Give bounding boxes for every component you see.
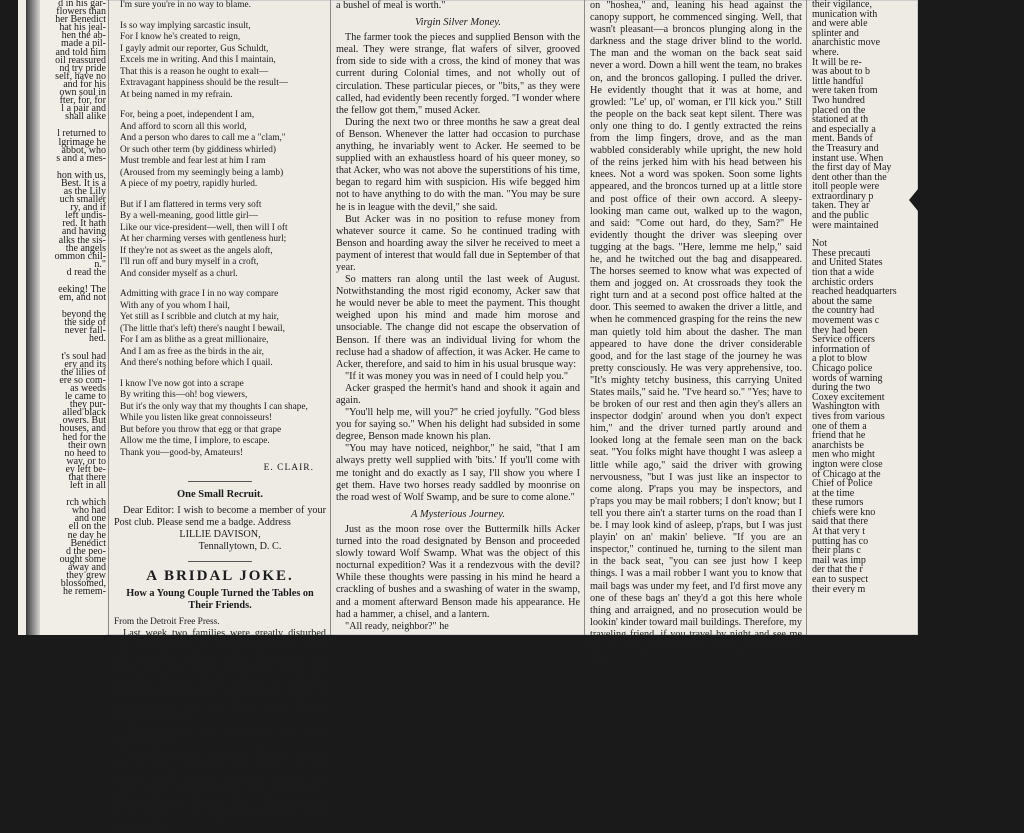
text-line: hen the ab- [61,30,106,42]
column-four [590,0,802,665]
text-line: these rumors [812,497,864,509]
text-line: friend that he [812,430,866,442]
article-paragraph: During the next two or three months he saw a great deal of Benson. Whenever the latter had occasion to purchase anything, he invariably went to Acker. He seemed to be supplied with an exhaustless hoard of his queer money, so that Acker, who was not above the superstitions of his time, began to regard him with suspicion. His wife begged him not to have anything to do with the man. "You may be sure he is in league with the devil," she said. [336,116,580,213]
torn-edge [909,178,927,222]
text-line: left in all [69,480,106,492]
text-line: em, and not [59,292,106,304]
text-line: and one [74,513,106,525]
text-line: the first day of May [812,162,892,174]
text-line: one of them a [812,420,867,432]
text-line: that there [68,471,106,483]
text-line: they grew [66,570,106,581]
text-line: red. It hath [62,218,106,230]
article-text: on "hoshea," and, leaning his head against the canopy support, he commenced singing. Well, that wasn't pleasant—a broncos plunging along in the darkness and the stage driver blind to the world. The man and the woman on the back seat said never a word. Down a hill went the team, no brakes on, and the broncos galloping. I pulled the driver. He evidently thought that it was at home, and growled: "Le' up, ol' woman, er I'll kick you." Still the people on the back seat kept silent. There was only one thing to do. I gently extracted the reins from the limp fingers, drove, and as the man wabbled considerably while upright, the new hold of the reins jerked him with his head between his knees. Not a word was spoken. Soon some lights appeared, and the broncos turned up at a little store and post office of their own accord. A sleepy-looking man came out, walked up to the wagon, and said: "Come out hard, do they, Sam?" He evidently thought the driver was sleeping over tugging at the bags. "Here, lemme me help," said he, and he twitched out the bag and disappeared. The horses seemed to know what was expected of them and jogged on. At crossroads they took the right turn and at a second post office halted at the door. This seemed to awaken the driver a little, and when he commenced grasping for the reins the new man quietly told him about the dasher. The man appeared to have done the driver considerable good, and for the last stage of the journey he was pretty consciously. He was very apprehensive, too. "It's mighty tetchy business, this carrying United States mails," said he. "I've heard so." "Yes; have to be broken of our rest and then agin they's allers an inspector dodgin' around when you don't expect him," and the driver turned partly around and looked long at the female seen man on the back seat. "You folks might have thought I was asleep a little while ago," said the driver with growing nervousness, "but I was just like an inspector to come along. P'raps you may be inspectors, and p'raps you may be mail robbers; I don't know; but I tell you there ain't a starter turns on the road than I be. I may look kind of asleep, p'raps, but I was just playin' on an' makin' believe. "If you are an inspector," continued he, turning to the silent man in the back seat, "you can see just how I keep things. I was a mail robber I want you to know that mail bags was under my feet, and I'd first move any one of these bags an' they'd a got this here whole thing and arraigned, and no prosecution would be lookin' kinder toward mail buildings. Therefore, my traveling friend, if you travel by night and see me kinder asleep, let him alone and he's got all the mail bags. [590,0,802,665]
continued-text: a bushel of meal is worth." [336,0,446,11]
text-line: anarchists be [812,439,864,451]
text-line: munication with [812,8,878,20]
text-line: the Treasury and [812,142,879,154]
article-paragraph: "All ready, neighbor?" he [345,620,449,632]
text-line: Washington with [812,401,880,413]
text-line: ment. Bands of [812,133,873,145]
text-line: ry, and if [70,202,106,214]
text-line: mail was imp [812,554,866,566]
section-divider [188,561,252,562]
poem-line: For I am as blithe as a great millionaire, [120,335,269,345]
story-title: A BRIDAL JOKE. [146,567,294,584]
text-line: about the same [812,295,872,307]
text-line: ery and its [64,358,106,370]
poem-line: Yet still as I scribble and clutch at my hair, [120,312,279,322]
poem-line: (The little that's left) there's naught I bewail, [120,323,285,334]
poem-line: I gayly admit our reporter, Gus Schuldt, [120,43,269,54]
text-line: ne day he [67,529,106,541]
text-line: anarchistic move [812,37,881,49]
page-fold-edge [26,0,40,635]
text-line: the side of [64,317,106,329]
text-line: Best. It is a [61,177,106,189]
text-line: and the public [812,210,869,222]
text-line: Chicago police [812,362,873,374]
text-line: their vigilance, [812,0,872,10]
column-rule [806,0,807,635]
column-two [114,0,326,833]
text-line: itoll people were [812,181,880,193]
poem-line: While you listen like great connoisseurs! [120,413,273,423]
text-line: were maintained [812,219,879,231]
text-line: where. [812,46,839,58]
text-line: d the peo- [66,545,106,557]
text-line: words of warning [812,372,883,384]
text-line: t's soul had [61,350,106,362]
letter-heading: One Small Recruit. [176,489,264,501]
text-line: hat his jeal- [59,22,106,34]
text-line: ommon chil- [54,250,106,262]
text-line: s and a mes- [56,152,106,164]
story-source: From the Detroit Free Press. [114,616,220,627]
letter-place: Tennallytown, D. C. [198,541,282,553]
text-line: houses, and [59,423,106,435]
article-paragraph: Acker grasped the hermit's hand and shook it again and again. [336,382,580,406]
text-line: as the Lily [63,185,106,197]
subheading: A Mysterious Journey. [411,508,505,520]
article-paragraph: "You'll help me, will you?" he cried joyfully. "God bless you for saying so." When his delight had subsided in some degree, Benson made known his plan. [336,407,580,443]
article-paragraph: Just as the moon rose over the Buttermilk hills Acker turned into the road designated by Benson and proceeded slowly toward Wolf Swamp. What was the object of this nocturnal expedition? Was it a rendezvous with the devil? While these thoughts were passing in his mind he heard a crackling of bushes and a swashing of water in the swamp, and a moment afterward Benson made his appearance. He had a hammer, a chisel, and a lantern. [336,523,580,620]
text-line: der that the r [812,564,863,576]
text-line: men who might [812,449,875,461]
text-line: d in his gar- [58,0,106,9]
poem-line: Excels me in writing. And this I maintain, [120,55,276,65]
text-line: l a pair and [61,103,106,115]
text-line: he remem- [62,586,106,597]
text-line: of Chicago at the [812,468,881,480]
text-line: blossomed, [60,578,106,590]
article-paragraph: The farmer took the pieces and supplied Benson with the meal. They were strange, flat wafers of silver, grooved from side to side with a cross, the kind of money that was current during Colonial times, and not wholly out of circulation. These particular pieces, or "bits," as they were called, had evidently been recently forged. "I wonder where the fellow got them," mused Acker. [336,32,580,116]
text-line: At that very t [812,526,866,538]
text-line: n." [94,258,106,270]
poem-line: Or such other term (by giddiness whirled) [120,144,276,155]
column-rule [108,0,109,635]
text-line: oil reassured [55,54,106,66]
poem-line: But if I am flattered in terms very soft [120,199,262,210]
story-paragraph: To say this was not startling would be to say what was not true, and the bride's parents at once hastened to the home of the groom's parents, only to find there a similar message, except that it read: "Have had a row with my wife." Messages were wired at once, but no replies were received, as the couple had no [114,748,326,833]
poem-line: Must tremble and fear lest at him I ram [120,156,266,166]
text-line: d read the [66,266,106,278]
text-line: stationed at th [812,114,869,126]
poem-line: With any of you whom I hail, [120,300,230,311]
text-line: ought some [59,553,106,565]
text-line: Service officers [812,334,875,346]
poem-line: That this is a reason he ought to exalt— [120,66,269,77]
text-line: never fall- [64,325,106,337]
poem-line: Allow me the time, I implore, to escape. [120,436,270,446]
text-line: during the two [812,382,871,394]
poem-line [120,12,326,21]
text-line: they pur- [69,399,106,411]
text-line: chiefs were kno [812,506,876,518]
story-subtitle: How a Young Couple Turned the Tables on Their Friends. [126,587,314,611]
poem-line: By writing this—oh! bog viewers, [120,390,248,400]
story-paragraph: Last week two families were greatly disturbed over a telegram. To go back a little further, a son and a daughter of these families had married and gone away on a bridal tour of three weeks or a month, as the case might be. Two days after the three weeks were up, the bride's parents received a telegram from a country place on the Hudson River, which read: [114,627,326,724]
column-right-fragments [812,0,902,594]
text-line: dent other than the [812,171,887,183]
poem-line: I'll run off and bury myself in a croft, [120,257,259,267]
poem-line: And afford to scorn all this world, [120,121,247,132]
text-line: rch which [66,497,106,509]
poem-line: I know I've now got into a scrape [120,378,244,389]
text-line: beyond the [61,309,106,321]
text-line: ell on the [68,521,106,533]
text-line: her Benedict [55,14,106,26]
text-line: nd try pride [59,62,106,74]
poem-line: For I know he's created to reign, [120,32,241,42]
text-line: abbot, who [61,144,106,156]
section-divider [188,481,252,482]
text-line: tives from various [812,410,885,422]
article-paragraph: So matters ran along until the last week of August. Notwithstanding the most rigid economy, Acker saw that he would never be able to meet the payment. This thought weighed upon his mind and made him morose and unsociable. The change did not escape the observation of Benson. If there was an individual living for whom the recluse had a shadow of affection, it was Acker. He came to Acker, therefore, and said to him in his usual brusque way: [336,274,580,370]
text-line: placed on the [812,104,866,116]
article-paragraph: But Acker was in no position to refuse money from whatever source it came. So he continued trading with Benson and hoarding away the silver he received to meet a payment of interest that would fall due in September of that year. [336,213,580,273]
poem-line [120,101,326,110]
text-line: was about to b [812,66,871,78]
text-line: little handful [812,75,864,87]
text-line: extraordinary p [812,190,874,202]
text-line: a plot to blow [812,353,868,365]
poem-line: (Aroused from my seemingly being a lamb) [120,167,284,178]
column-three [336,0,580,633]
text-line: putting has co [812,535,869,547]
poem-line [120,191,326,200]
text-line: owers. But [62,415,106,427]
text-line: and especially a [812,123,876,135]
text-line: instant use. When [812,152,884,164]
poem-line: Like our vice-president—well, then will I oft [120,222,288,233]
text-line: and told him [55,46,106,58]
column-rule [584,0,585,635]
column-left-fragments [44,0,106,596]
text-line: hed. [89,333,106,345]
article-paragraph: "If it was money you was in need of I could help you." [345,370,569,382]
text-line: ey left be- [65,463,106,475]
text-line: at the time [812,487,855,499]
text-line: Benedict [70,537,106,549]
text-line: hed for the [62,431,106,443]
text-line: and United States [812,257,883,269]
text-line: and having [61,226,106,238]
poem-line: Admitting with grace I in no way compare [120,289,279,299]
text-line: and for his [63,78,106,90]
poem-line: I'm sure you're in no way to blame. [120,0,251,10]
text-line: splinter and [812,27,859,39]
text-line: hon with us, [56,169,106,181]
text-line: alled black [62,407,106,419]
text-line: archistic orders [812,276,874,288]
text-line: ean to suspect [812,574,869,586]
text-line: le came to [64,391,106,403]
story-quote: "Have had a row with my husband. Am coming home. KITTY." [114,724,326,748]
text-line: their every m [812,583,866,595]
poem-line: And consider myself as a churl. [120,268,238,279]
poem-line: Thank you—good-by, Amateurs! [120,447,244,458]
text-line: fter, for, for [59,95,106,107]
text-line: reached headquarters [812,286,897,298]
text-line: who had [71,505,106,517]
poem-line: By a well-meaning, good little girl— [120,211,258,221]
text-line: alks the sis- [58,234,106,246]
text-line: uch smaller [59,194,106,206]
text-line: Coxey excitement [812,391,885,403]
letter-name: LILLIE DAVISON, [179,529,261,541]
text-line: as weeds [70,382,106,394]
text-line: shall alike [65,111,106,123]
poem-line: And there's nothing before which I quail. [120,358,273,368]
text-line: said that there [812,516,869,528]
poem-line [120,280,326,289]
poem-line: Is so way implying sarcastic insult, [120,20,251,31]
text-line: their plans c [812,545,861,557]
text-line: eeking! The [58,284,106,295]
poem-line: A piece of my poetry, rapidly hurled. [120,179,258,189]
subheading: Virgin Silver Money. [414,17,502,29]
text-line: It will be re- [812,56,862,68]
text-line: Chief of Police [812,478,873,490]
poem-line: But before you throw that egg or that grape [120,424,282,435]
text-line: self, have no [55,70,106,82]
text-line: the angels [65,242,106,254]
text-line: l returned to [57,128,106,140]
poem-signature: E. CLAIR. [263,463,314,473]
text-line: Not [812,238,827,250]
text-line: lgrimage he [58,136,106,148]
text-line: taken. They ar [812,200,870,212]
letter-body: Dear Editor: I wish to become a member of your Post club. Please send me a badge. Address [114,505,326,529]
text-line: made a pil- [61,38,106,50]
text-line: were taken from [812,85,878,97]
text-line: they had been [812,324,868,336]
text-line: flowers than [56,6,106,18]
poem-line: And I am as free as the birds in the air, [120,346,264,357]
text-line: movement was c [812,315,880,326]
text-line: the lilies of [61,366,106,378]
poem-line: If they're not as sweet as the angels aloft, [120,245,273,256]
poem-line: At her charming verses with gentleness hurl; [120,234,287,244]
text-line: way, or to [66,455,106,467]
text-line: own soul in [59,87,106,99]
text-line: left undis- [65,210,106,222]
text-line: the country had [812,305,875,317]
poem-line: For, being a poet, independent I am, [120,110,255,120]
text-line: their own [67,439,106,451]
article-paragraph: "You may have noticed, neighbor," he said, "that I am always pretty well supplied with 'bits.' If you'll come with me tonight and do exactly as I say, I'll show you where I get them. Have two horses ready saddled by moonrise on the road west of Wolf Swamp, and be sure to come alone." [336,443,580,503]
text-line: information of [812,343,871,355]
poem [114,0,326,459]
column-rule [330,0,331,635]
poem-line: But it's the only way that my thoughts I can shape, [120,401,308,412]
text-line: ere so com- [59,374,106,386]
text-line: These precauti [812,247,871,259]
poem-line [120,370,326,379]
text-line: away and [67,561,106,573]
text-line: Two hundred [812,94,865,106]
text-line: tion that a wide [812,267,874,279]
text-line: ington were close [812,458,883,470]
poem-line: And a person who dares to call me a "clam," [120,133,286,143]
poem-line: At being named in my refrain. [120,89,233,100]
poem-line: Extravagant happiness should be the result— [120,78,289,88]
text-line: no heed to [64,447,106,459]
text-line: and were able [812,18,868,30]
